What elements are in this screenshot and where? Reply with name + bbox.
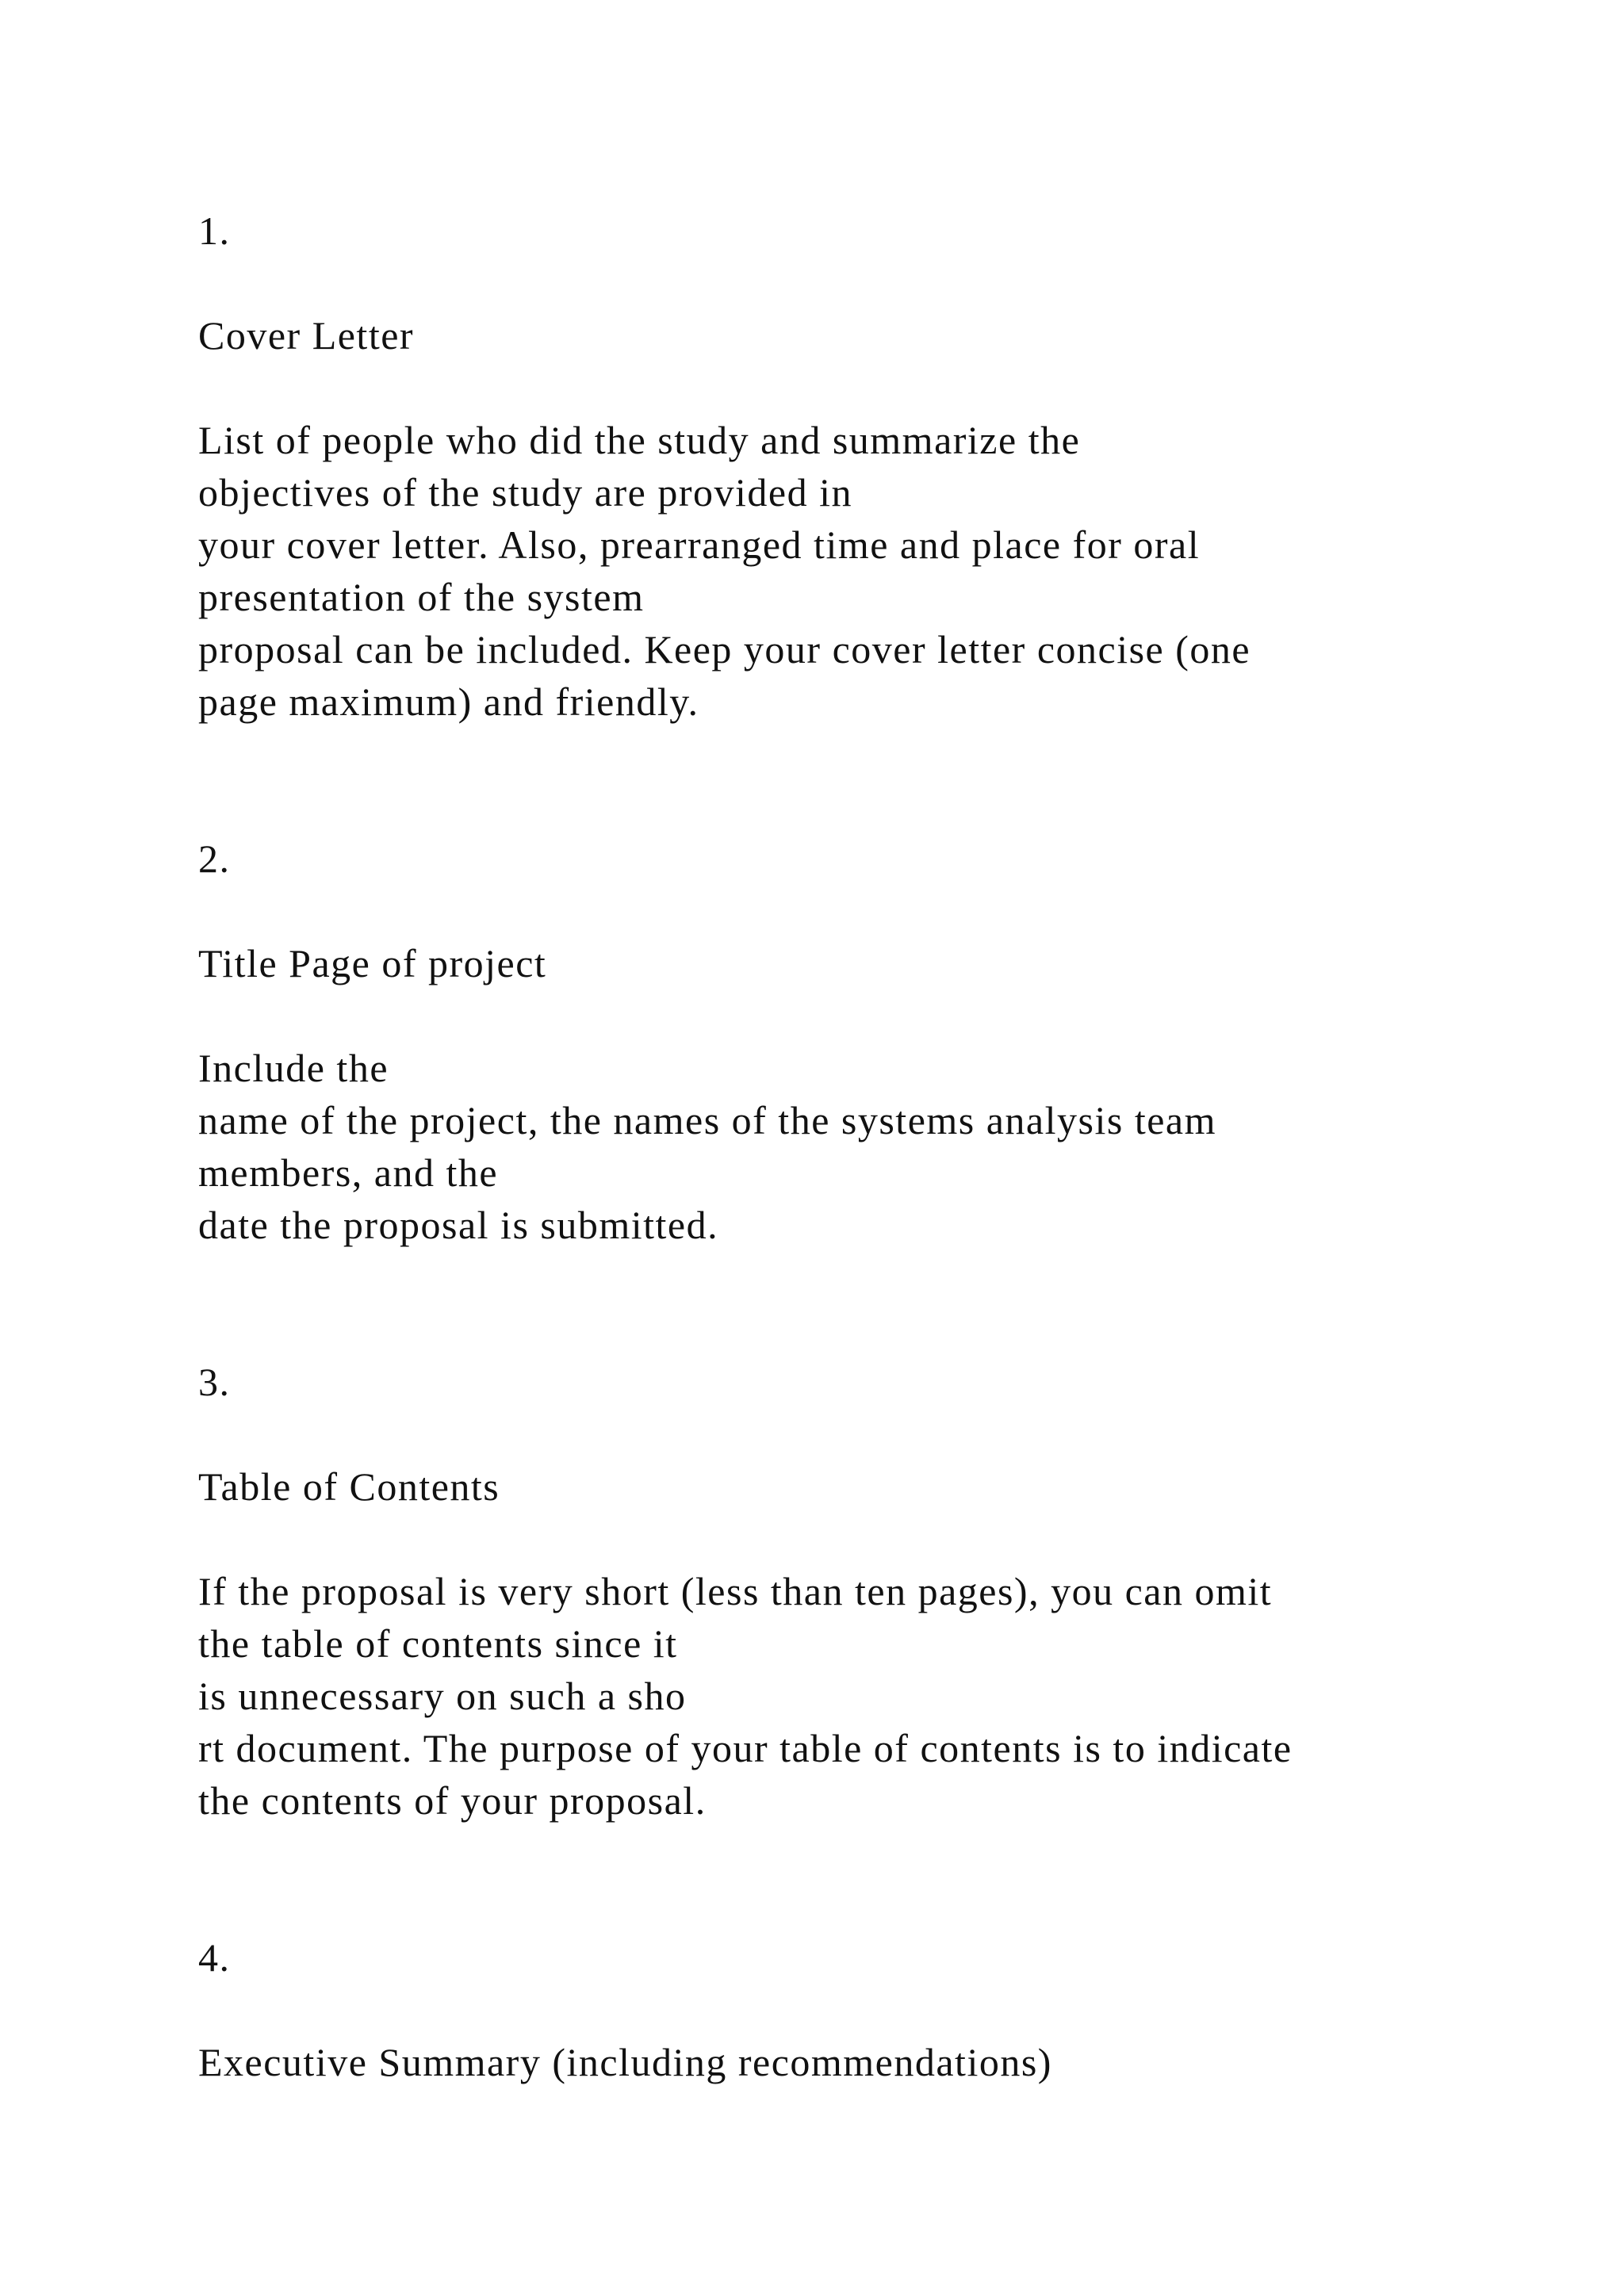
section-3-body-line: If the proposal is very short (less than ten pages), you can omit [198, 1569, 1273, 1613]
section-4-heading: Executive Summary (including recommendations) [198, 2040, 1052, 2084]
section-2-body-line: members, and the [198, 1150, 499, 1195]
section-1-number: 1. [198, 209, 231, 253]
section-1-body-line: presentation of the system [198, 575, 645, 619]
section-1-body-line: objectives of the study are provided in [198, 470, 852, 515]
section-3-body-line: the contents of your proposal. [198, 1778, 707, 1823]
section-3-body-line: the table of contents since it [198, 1621, 678, 1666]
section-3-body-line: is unnecessary on such a sho [198, 1674, 687, 1718]
section-4-number: 4. [198, 1935, 231, 1980]
section-1-heading: Cover Letter [198, 313, 415, 358]
section-1-body-line: page maximum) and friendly. [198, 679, 699, 724]
section-2-body-line: name of the project, the names of the systems analysis team [198, 1098, 1216, 1142]
section-2-heading: Title Page of project [198, 941, 547, 985]
section-2-body-line: date the proposal is submitted. [198, 1203, 719, 1247]
section-1-body-line: List of people who did the study and summarize the [198, 418, 1081, 462]
section-2-number: 2. [198, 836, 231, 881]
section-3-body-line: rt document. The purpose of your table of contents is to indicate [198, 1726, 1293, 1770]
section-3-number: 3. [198, 1360, 231, 1404]
section-3-heading: Table of Contents [198, 1464, 500, 1509]
section-1-body-line: proposal can be included. Keep your cover letter concise (one [198, 627, 1251, 672]
section-2-body-line: Include the [198, 1046, 389, 1090]
section-1-body-line: your cover letter. Also, prearranged time and place for oral [198, 522, 1201, 567]
